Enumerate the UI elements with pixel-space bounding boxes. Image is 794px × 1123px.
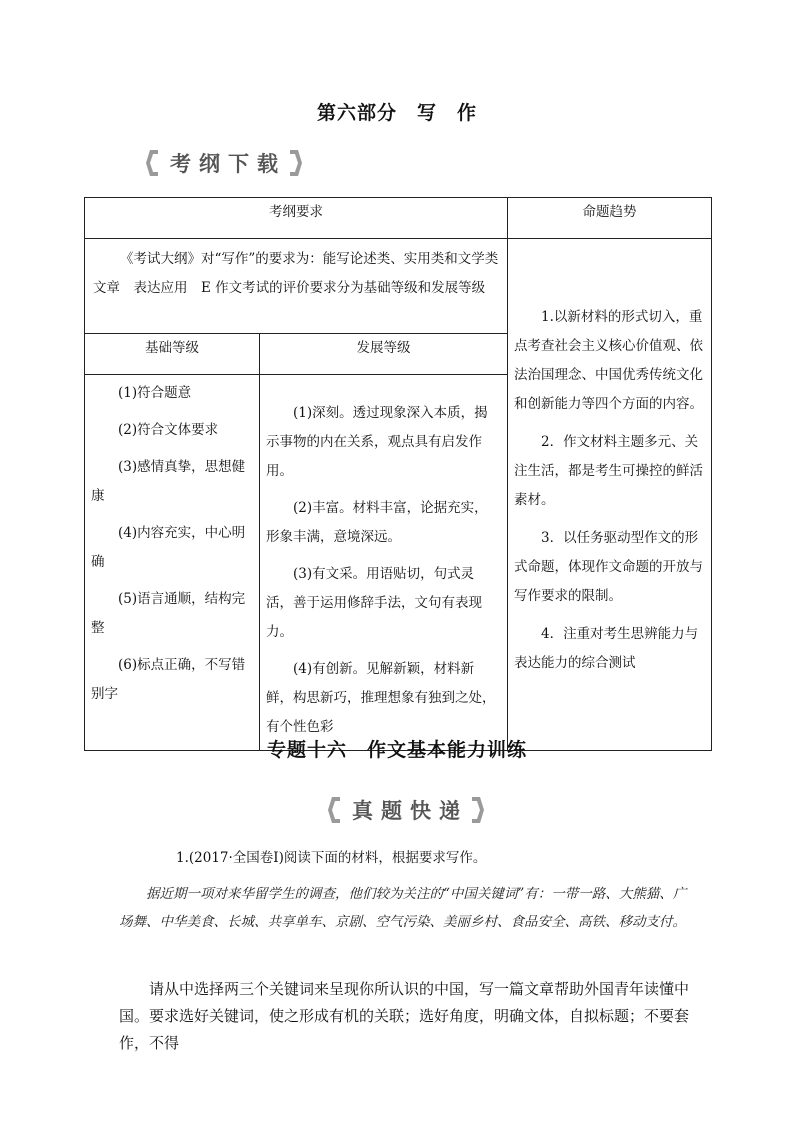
dev-level-cell: [260, 375, 508, 751]
left-bracket-icon: [328, 797, 340, 823]
right-bracket-icon: [290, 150, 302, 176]
trend-cell: [508, 239, 712, 751]
syllabus-intro: 《考试大纲》对“写作”的要求为：能写论述类、实用类和文学类文章 表达应用 E 作文考试的评价要求分为基础等级和发展等级: [85, 239, 508, 334]
dev-item: (4)有创新。见解新颖，材料新鲜，构思新巧，推理想象有独到之处，有个性色彩: [266, 661, 496, 735]
basic-item: (2)符合文体要求: [118, 422, 219, 438]
trend-item: 4．注重对考生思辨能力与表达能力的综合测试: [514, 625, 699, 671]
topic-title: 专题十六 作文基本能力训练: [266, 739, 527, 761]
writing-instructions: 请从中选择两三个关键词来呈现你所认识的中国，写一篇文章帮助外国青年读懂中国。要求选好关键词，使之形成有机的关联；选好角度，明确文体，自拟标题；不要套作，不得: [119, 980, 690, 1052]
dev-item: (3)有文采。用语贴切，句式灵活，善于运用修辞手法，文句有表现力。: [266, 566, 482, 640]
question-prompt: 1.(2017·全国卷Ⅰ)阅读下面的材料，根据要求写作。: [176, 850, 487, 866]
trend-item: 2．作文材料主题多元、关注生活，都是考生可操控的鲜活素材。: [514, 433, 703, 508]
reading-material: 据近期一项对来华留学生的调查，他们较为关注的“中国关键词”有：一带一路、大熊猫、广场舞、中华美食、长城、共享单车、京剧、空气污染、美丽乡村、食品安全、高铁、移动支付。: [119, 886, 687, 930]
section-banner-exam: [328, 795, 484, 825]
trend-item: 3．以任务驱动型作文的形式命题，体现作文命题的开放与写作要求的限制。: [514, 529, 703, 604]
dev-item: (2)丰富。材料丰富，论据充实，形象丰满，意境深远。: [266, 500, 488, 545]
col-header-requirements: 考纲要求: [85, 198, 508, 239]
trend-item: 1.以新材料的形式切入，重点考查社会主义核心价值观、依法治国理念、中国优秀传统文化和创新能力等四个方面的内容。: [514, 308, 703, 412]
syllabus-table: [84, 197, 712, 751]
section-banner-syllabus: [146, 148, 302, 178]
basic-item: (3)感情真挚，思想健康: [91, 459, 246, 504]
section-banner-label: 考纲下载: [170, 152, 286, 176]
section-banner-label: 真题快递: [352, 799, 468, 823]
right-bracket-icon: [472, 797, 484, 823]
left-bracket-icon: [146, 150, 158, 176]
col-header-trend: 命题趋势: [508, 198, 712, 239]
dev-level-header: 发展等级: [260, 334, 508, 375]
basic-item: (1)符合题意: [118, 385, 192, 401]
part-title: 第六部分 写 作: [316, 102, 477, 124]
basic-item: (5)语言通顺，结构完整: [91, 591, 246, 636]
basic-item: (4)内容充实，中心明确: [91, 525, 246, 570]
basic-level-cell: [85, 375, 260, 751]
dev-item: (1)深刻。透过现象深入本质，揭示事物的内在关系，观点具有启发作用。: [266, 405, 488, 479]
basic-level-header: 基础等级: [85, 334, 260, 375]
basic-item: (6)标点正确，不写错别字: [91, 657, 246, 702]
